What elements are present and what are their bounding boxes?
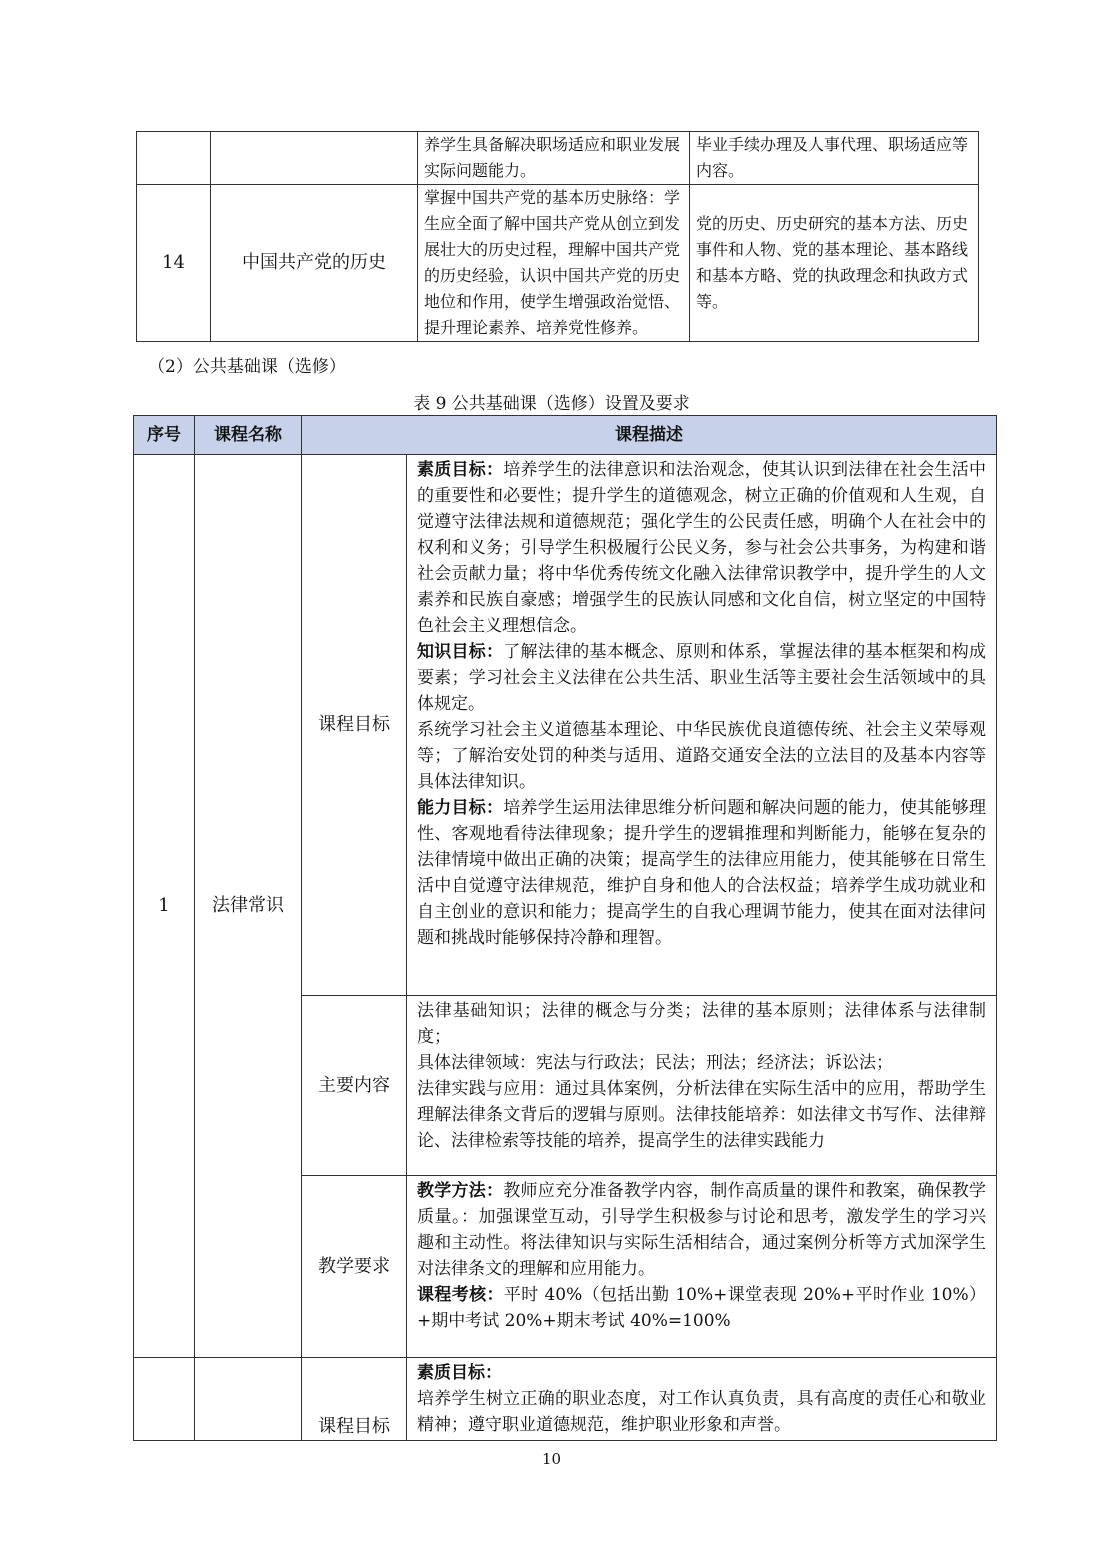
table-header-row <box>134 416 997 455</box>
quality-goal-text: 培养学生树立正确的职业态度，对工作认真负责，具有高度的责任心和敬业精神；遵守职业道德规范，维护职业形象和声誉。 <box>417 1389 986 1435</box>
course-name <box>211 132 418 185</box>
elective-course-table <box>133 415 997 1441</box>
row-number: 14 <box>137 185 211 342</box>
row-number <box>134 1358 195 1441</box>
ability-goal-text: 培养学生运用法律思维分析问题和解决问题的能力，使其能够理性、客观地看待法律现象；提升学生的逻辑推理和判断能力，能够在复杂的法律情境中做出正确的决策；提高学生的法律应用能力，使其能够在日常生活中自觉遵守法律规范，维护自身和他人的合法权益；培养学生成功就业和自主创业的意识和能力；提高学生的自我心理调节能力，使其在面对法律问题和挑战时能够保持冷静和理智。 <box>417 798 986 948</box>
table-row <box>137 132 979 185</box>
course-name: 法律常识 <box>195 455 302 1358</box>
goal-label: 课程目标 <box>302 455 407 996</box>
table-row <box>137 185 979 342</box>
assessment-label: 课程考核： <box>417 1285 504 1305</box>
requirement-description <box>407 1176 997 1358</box>
knowledge-goal-label: 知识目标： <box>417 642 504 662</box>
quality-goal-text: 培养学生的法律意识和法治观念，使其认识到法律在社会生活中的重要性和必要性；提升学生的道德观念，树立正确的价值观和人生观，自觉遵守法律法规和道德规范；强化学生的公民责任感，明确个人在社会中的权利和义务；引导学生积极履行公民义务，参与社会公共事务，为构建和谐社会贡献力量；将中华优秀传统文化融入法律常识教学中，提升学生的人文素养和民族自豪感；增强学生的民族认同感和文化自信，树立坚定的中国特色社会主义理想信念。 <box>417 460 986 636</box>
content-label: 主要内容 <box>302 996 407 1176</box>
knowledge-goal-text: 了解法律的基本概念、原则和体系，掌握法律的基本框架和构成要素；学习社会主义法律在公共生活、职业生活等主要社会生活领域中的具体规定。 <box>417 642 986 714</box>
row-number <box>137 132 211 185</box>
table-row <box>134 1358 997 1441</box>
row-number: 1 <box>134 455 195 1358</box>
section-heading: （2）公共基础课（选修） <box>148 357 346 377</box>
requirement-label: 教学要求 <box>302 1176 407 1358</box>
page-number: 10 <box>541 1450 562 1468</box>
header-course-name: 课程名称 <box>195 416 302 455</box>
course-name <box>195 1358 302 1441</box>
content-text-3: 法律实践与应用：通过具体案例，分析法律在实际生活中的应用，帮助学生理解法律条文背后的逻辑与原则。法律技能培养：如法律文书写作、法律辩论、法律检索等技能的培养，提高学生的法律实践能力 <box>417 1079 986 1151</box>
course-goal: 掌握中国共产党的基本历史脉络：学生应全面了解中国共产党从创立到发展壮大的历史过程，理解中国共产党的历史经验，认识中国共产党的历史地位和作用，使学生增强政治觉悟、提升理论素养、培养党性修养。 <box>418 185 690 342</box>
top-table <box>136 131 979 342</box>
course-content: 党的历史、历史研究的基本方法、历史事件和人物、党的基本理论、基本路线和基本方略、党的执政理念和执政方式等。 <box>690 185 979 342</box>
course-name: 中国共产党的历史 <box>211 185 418 342</box>
goal-label: 课程目标 <box>302 1358 407 1441</box>
assessment-text: 平时 40%（包括出勤 10%+课堂表现 20%+平时作业 10%）+期中考试 20%+期末考试 40%=100% <box>417 1285 986 1331</box>
goal-description <box>407 1358 997 1441</box>
goal-description <box>407 455 997 996</box>
table-row <box>134 455 997 996</box>
ability-goal-label: 能力目标： <box>417 798 504 818</box>
knowledge-goal-text-2: 系统学习社会主义道德基本理论、中华民族优良道德传统、社会主义荣辱观等；了解治安处罚的种类与适用、道路交通安全法的立法目的及基本内容等具体法律知识。 <box>417 720 986 792</box>
method-text: 教师应充分准备教学内容，制作高质量的课件和教案，确保教学质量。：加强课堂互动，引导学生积极参与讨论和思考，激发学生的学习兴趣和主动性。将法律知识与实际生活相结合，通过案例分析等方式加深学生对法律条文的理解和应用能力。 <box>417 1181 986 1279</box>
header-number: 序号 <box>134 416 195 455</box>
content-text-2: 具体法律领域：宪法与行政法；民法；刑法；经济法；诉讼法； <box>417 1053 893 1073</box>
method-label: 教学方法： <box>417 1181 504 1201</box>
course-content: 毕业手续办理及人事代理、职场适应等内容。 <box>690 132 979 185</box>
table-caption: 表 9 公共基础课（选修）设置及要求 <box>413 394 690 414</box>
header-course-description: 课程描述 <box>302 416 997 455</box>
course-goal: 养学生具备解决职场适应和职业发展实际问题能力。 <box>418 132 690 185</box>
quality-goal-label: 素质目标： <box>417 1363 502 1383</box>
content-text-1: 法律基础知识；法律的概念与分类；法律的基本原则；法律体系与法律制度； <box>417 1001 986 1047</box>
quality-goal-label: 素质目标： <box>417 460 504 480</box>
content-description <box>407 996 997 1176</box>
